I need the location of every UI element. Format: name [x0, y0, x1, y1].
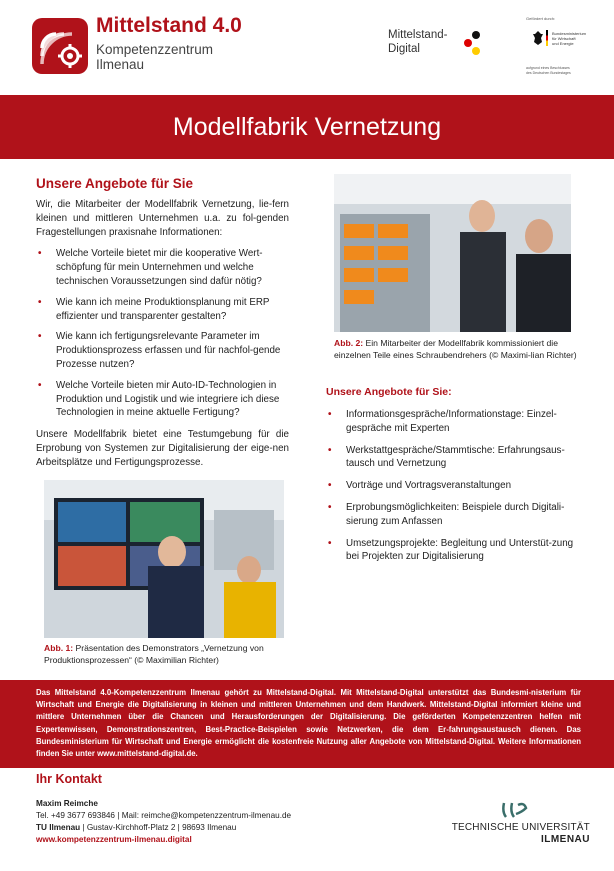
md-line-1: Mittelstand- [388, 29, 448, 41]
list-item: • Werkstattgespräche/Stammtische: Erfahrungsaus-tausch und Vernetzung [326, 444, 580, 472]
logo-line-2: Ilmenau [96, 57, 145, 72]
tu-line-1: TECHNISCHE UNIVERSITÄT [451, 822, 590, 833]
figure-2-label: Abb. 2: [334, 338, 364, 348]
contact-org: TU Ilmenau [36, 823, 81, 832]
german-flag-icon [546, 30, 548, 46]
list-item: • Wie kann ich meine Produktionsplanung mit ERP effizienter und transparenter gestalten? [36, 296, 289, 324]
contact-phone[interactable]: Tel. +49 3677 693846 [36, 811, 115, 820]
bundestag-line-2: des Deutschen Bundestages [526, 70, 571, 75]
figure-1-label: Abb. 1: [44, 643, 74, 653]
ministry-line-3: und Energie [552, 41, 574, 46]
right-heading: Unsere Angebote für Sie: [326, 386, 452, 398]
list-item: • Welche Vorteile bieten mir Auto-ID-Technologien in Produktion und Logistik und wie integriere ich diese Technologien in meine aktuelle Fertigung? [36, 379, 289, 420]
figure-1-caption [44, 643, 294, 666]
info-band [0, 680, 614, 768]
kommissionierung-photo [334, 174, 571, 332]
logo-title: Mittelstand 4.0 [96, 14, 242, 37]
outro-text: Unsere Modellfabrik bietet eine Testumgebung für die Erprobung von Systemen zur Digitalisierung der eige-nen Arbeitsplätze und Fertigungsprozesse. [36, 429, 289, 468]
logo-subtitle [96, 42, 213, 72]
federal-eagle-icon [532, 30, 544, 46]
mittelstand-digital-logo [388, 28, 447, 56]
list-item: • Umsetzungsprojekte: Begleitung und Unterstüt-zung bei Projekten zur Digitalisierung [326, 537, 580, 565]
header [0, 0, 614, 95]
list-item: • Welche Vorteile bietet mir die kooperative Wert-schöpfung für mein Unternehmen und welche technischen Voraussetzungen sind dafür nötig? [36, 247, 289, 288]
contact-website-link[interactable]: www.kompetenzzentrum-ilmenau.digital [36, 835, 192, 844]
contact-address: | Gustav-Kirchhoff-Platz 2 | 98693 Ilmenau [80, 823, 237, 832]
contact-section [36, 772, 416, 846]
list-item: • Vorträge und Vortragsveranstaltungen [326, 479, 580, 493]
intro-text: Wir, die Mitarbeiter der Modellfabrik Vernetzung, lie-fern kleinen und mittleren Unternehmen u.a. zu fol-genden Fragestellungen praxisnahe Informationen: [36, 199, 289, 238]
ministry-name [552, 31, 592, 46]
ministry-line-1: Bundesministerium [552, 31, 587, 36]
kompetenzzentrum-logo-icon [32, 18, 88, 74]
contact-mail[interactable]: Mail: reimche@kompetenzzentrum-ilmenau.de [121, 811, 292, 820]
figure-2-caption [334, 338, 579, 361]
bundestag-note [526, 66, 598, 75]
offer-list [326, 408, 580, 564]
contact-heading: Ihr Kontakt [36, 772, 102, 786]
left-heading: Unsere Angebote für Sie [36, 176, 194, 191]
left-column [36, 176, 289, 470]
page-title: Modellfabrik Vernetzung [172, 113, 442, 141]
list-item: • Informationsgespräche/Informationstage: Einzel-gespräche mit Experten [326, 408, 580, 436]
gefoerdert-label: Gefördert durch: [526, 16, 556, 21]
demonstrator-photo [44, 480, 284, 638]
tu-line-2: ILMENAU [540, 834, 590, 845]
mittelstand-digital-dots-icon [462, 30, 482, 56]
separator: | [115, 811, 122, 820]
list-item: • Erprobungsmöglichkeiten: Beispiele durch Digitali-sierung zum Anfassen [326, 501, 580, 529]
figure-2-text: Ein Mitarbeiter der Modellfabrik kommissioniert die einzelnen Teile eines Schraubendrehers (© Maximi-lian Richter) [334, 338, 577, 360]
title-band [0, 95, 614, 159]
info-text: Das Mittelstand 4.0-Kompetenzzentrum Ilmenau gehört zu Mittelstand-Digital. Mit Mittelstand-Digital unterstützt das Bundesmi-nisterium für Wirtschaft und Energie die Digitalisierung in kleinen und mittleren Unternehmen und dem Handwerk. Mittelstand-Digital informiert kleine und mittlere Unternehmen über die Chancen und Herausforderungen der Digitalisierung. Die geförderten Kompetenzzentren helfen mit Expertenwissen, Demonstrationszentren, Best-Practice-Beispielen sowie Netzwerken, die dem Er-fahrungsaustausch dienen. Das Bundesministerium für Wirtschaft und Energie ermöglicht die kostenfreie Nutzung aller Angebote von Mittelstand-Digital. Weitere Informationen finden Sie unter www.mittelstand-digital.de. [36, 688, 581, 759]
bundestag-line-1: aufgrund eines Beschlusses [526, 66, 570, 70]
figure-1-text: Präsentation des Demonstrators „Vernetzung von Produktionsprozessen“ (© Maximilian Richter) [44, 643, 264, 665]
contact-details [36, 798, 416, 846]
list-item: • Wie kann ich fertigungsrelevante Parameter im Produktionsprozess erfassen und für nachfol-gende Prozesse nutzen? [36, 330, 289, 371]
right-column [326, 386, 580, 572]
logo-line-1: Kompetenzzentrum [96, 42, 214, 57]
question-list [36, 247, 289, 420]
ministry-line-2: für Wirtschaft [552, 36, 576, 41]
tu-ilmenau-mark-icon [490, 800, 540, 820]
contact-name: Maxim Reimche [36, 799, 98, 808]
md-line-2: Digital [388, 43, 420, 55]
